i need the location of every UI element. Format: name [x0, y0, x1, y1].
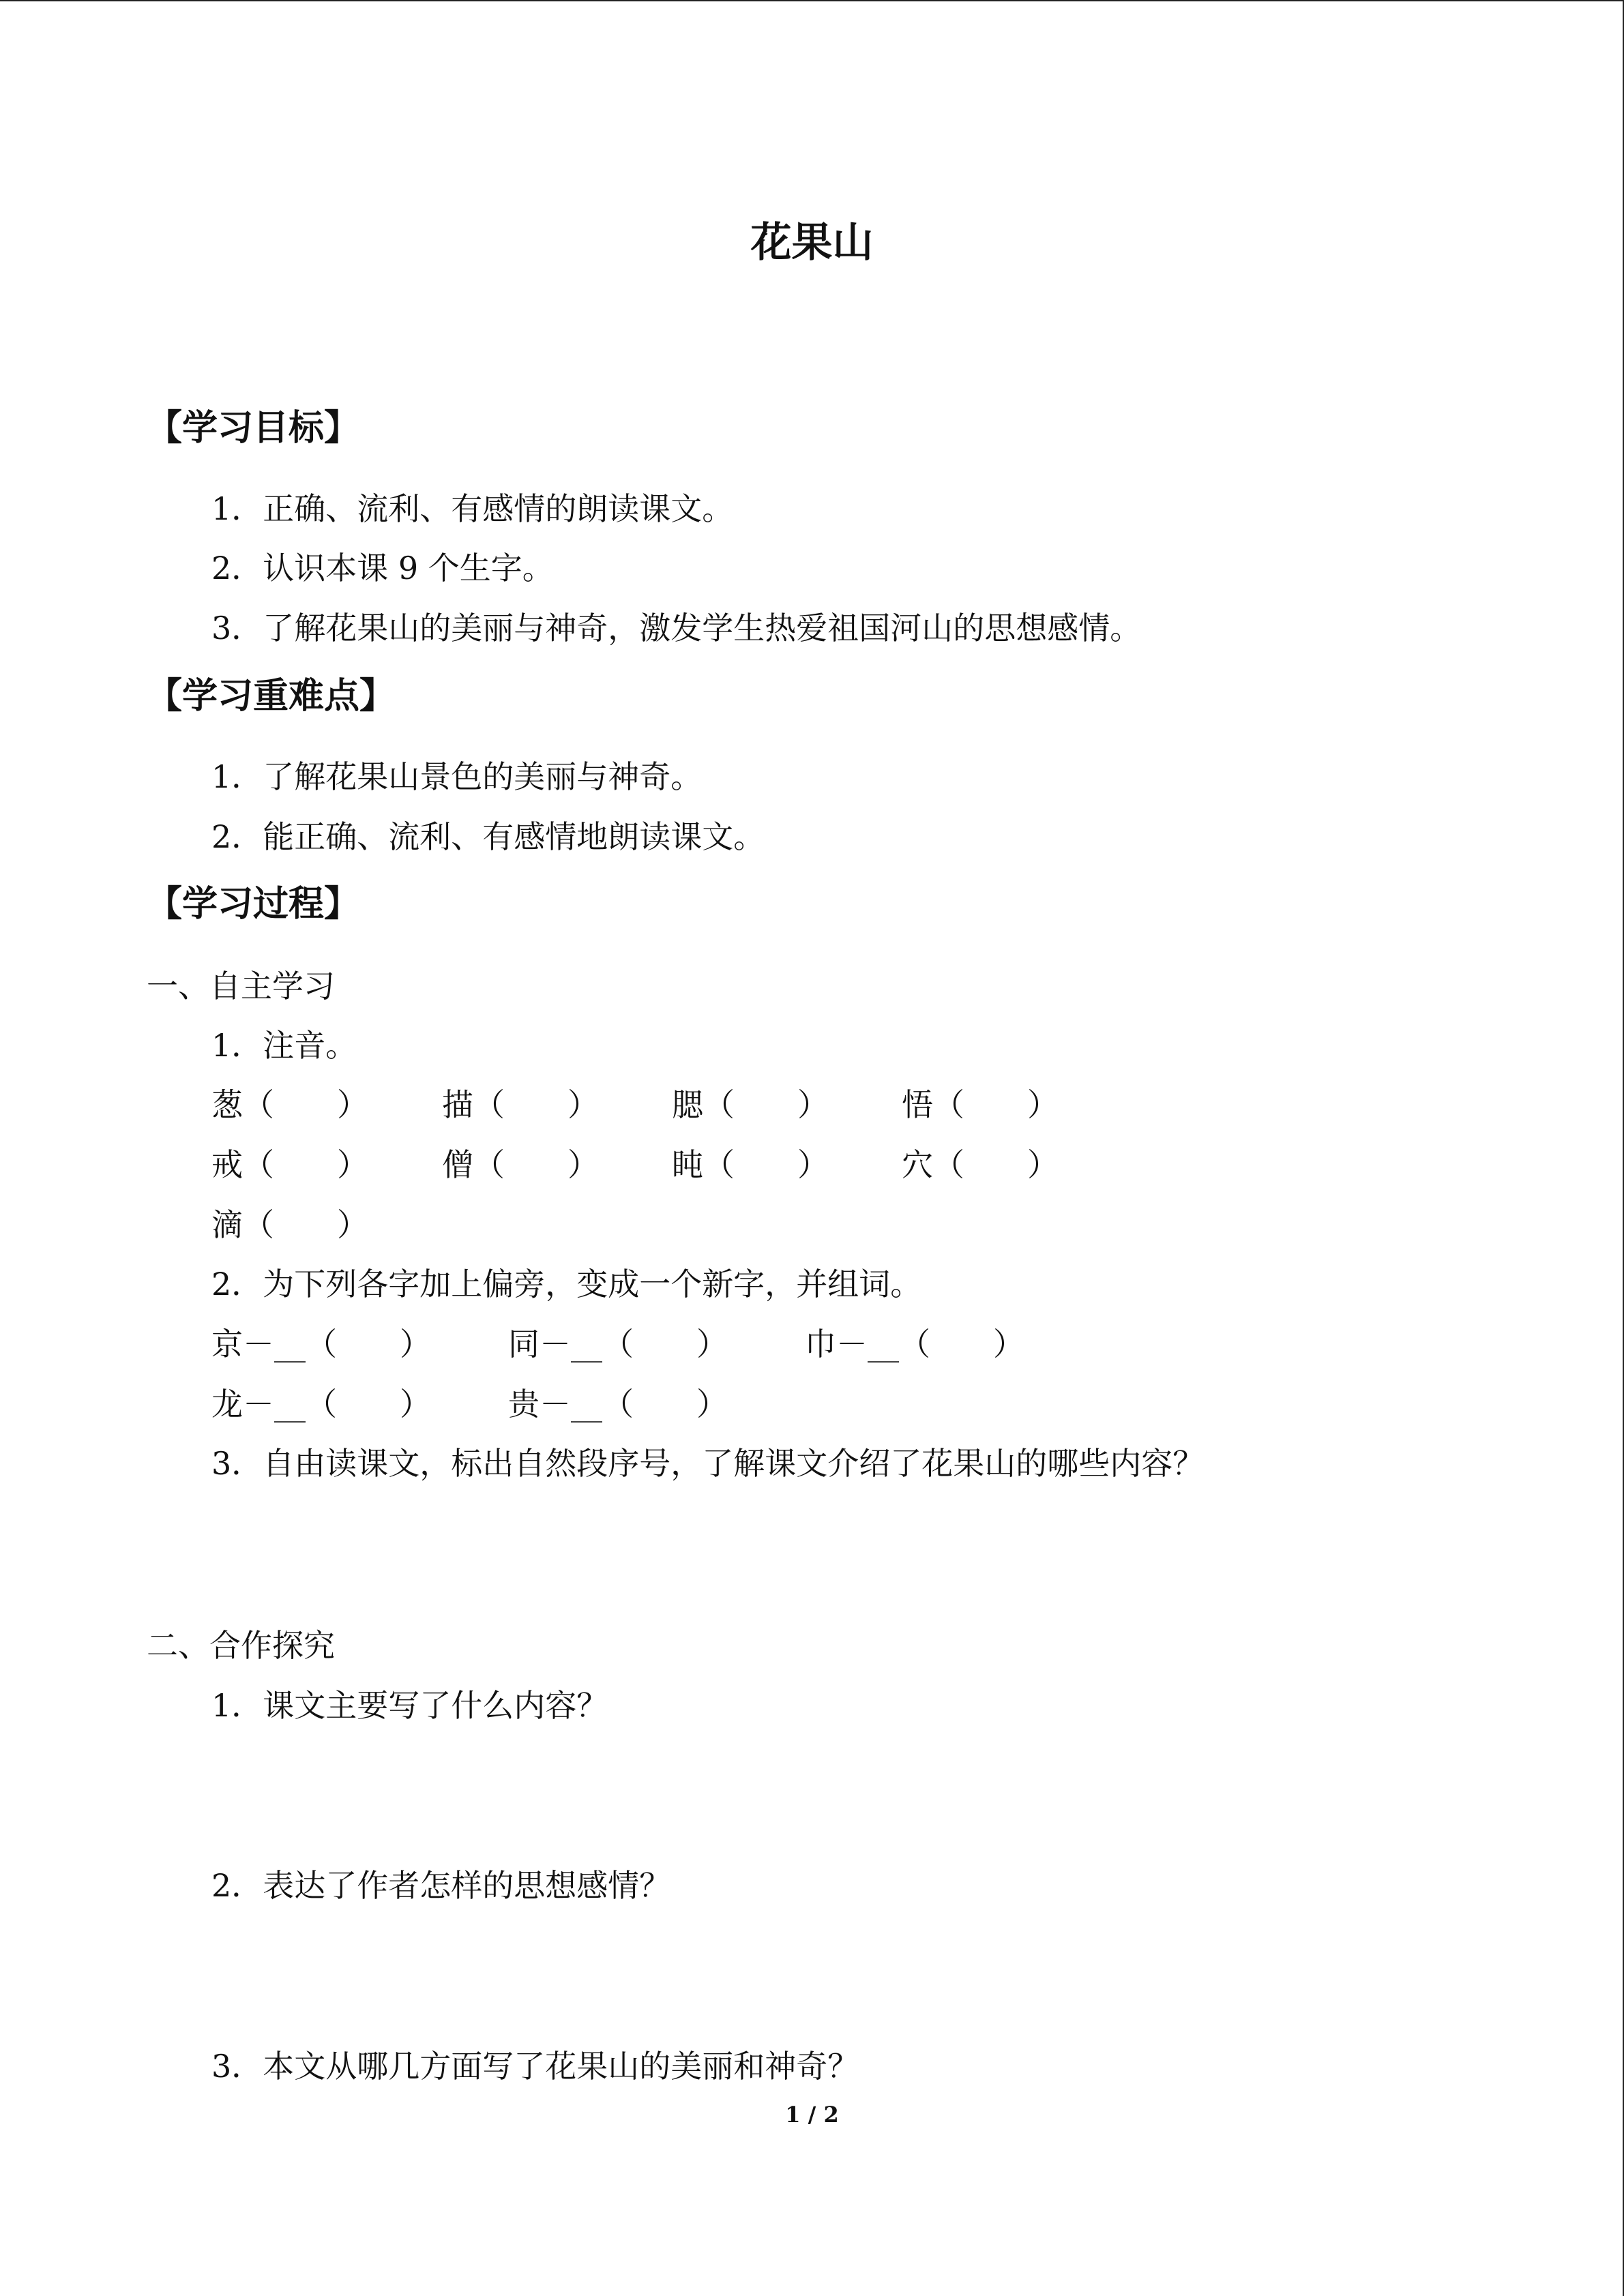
radical-cell: 龙－__（ ） [211, 1386, 431, 1422]
radical-cell: 同－__（ ） [508, 1326, 728, 1362]
part2-question-1: 1．课文主要写了什么内容？ [211, 1687, 608, 1724]
radical-cell: 巾－__（ ） [805, 1326, 1024, 1362]
objective-item: 3．了解花果山的美丽与神奇，激发学生热爱祖国河山的思想感情。 [211, 610, 1142, 646]
pinyin-cell: 葱（ ） [211, 1086, 368, 1123]
part1-question-3: 3．自由读课文，标出自然段序号，了解课文介绍了花果山的哪些内容？ [211, 1445, 1205, 1482]
part1-question-2: 2．为下列各字加上偏旁，变成一个新字，并组词。 [211, 1266, 922, 1302]
pinyin-cell: 滴（ ） [211, 1206, 368, 1243]
pinyin-cell: 悟（ ） [902, 1086, 1059, 1123]
keypoints-heading: 【学习重难点】 [147, 676, 396, 717]
pinyin-cell: 盹（ ） [672, 1146, 829, 1183]
part2-title: 二、合作探究 [147, 1627, 335, 1664]
part2-question-3: 3．本文从哪几方面写了花果山的美丽和神奇？ [211, 2048, 859, 2085]
part1-question-1: 1．注音。 [211, 1027, 357, 1064]
pinyin-cell: 描（ ） [442, 1086, 599, 1123]
keypoint-item: 1．了解花果山景色的美丽与神奇。 [211, 758, 703, 795]
part2-question-2: 2．表达了作者怎样的思想感情？ [211, 1867, 671, 1904]
objective-item: 1．正确、流利、有感情的朗读课文。 [211, 490, 734, 527]
radical-cell: 京－__（ ） [211, 1326, 431, 1362]
page-title: 花果山 [750, 219, 874, 267]
page-number: 1 / 2 [785, 2102, 839, 2128]
objectives-heading: 【学习目标】 [147, 408, 360, 449]
radical-cell: 贵－__（ ） [508, 1386, 728, 1422]
part1-title: 一、自主学习 [147, 968, 335, 1004]
pinyin-cell: 穴（ ） [902, 1146, 1059, 1183]
process-heading: 【学习过程】 [147, 884, 360, 925]
pinyin-cell: 僧（ ） [442, 1146, 599, 1183]
pinyin-cell: 腮（ ） [672, 1086, 829, 1123]
objective-item: 2．认识本课 9 个生字。 [211, 550, 554, 586]
pinyin-cell: 戒（ ） [211, 1146, 368, 1183]
keypoint-item: 2．能正确、流利、有感情地朗读课文。 [211, 818, 765, 855]
